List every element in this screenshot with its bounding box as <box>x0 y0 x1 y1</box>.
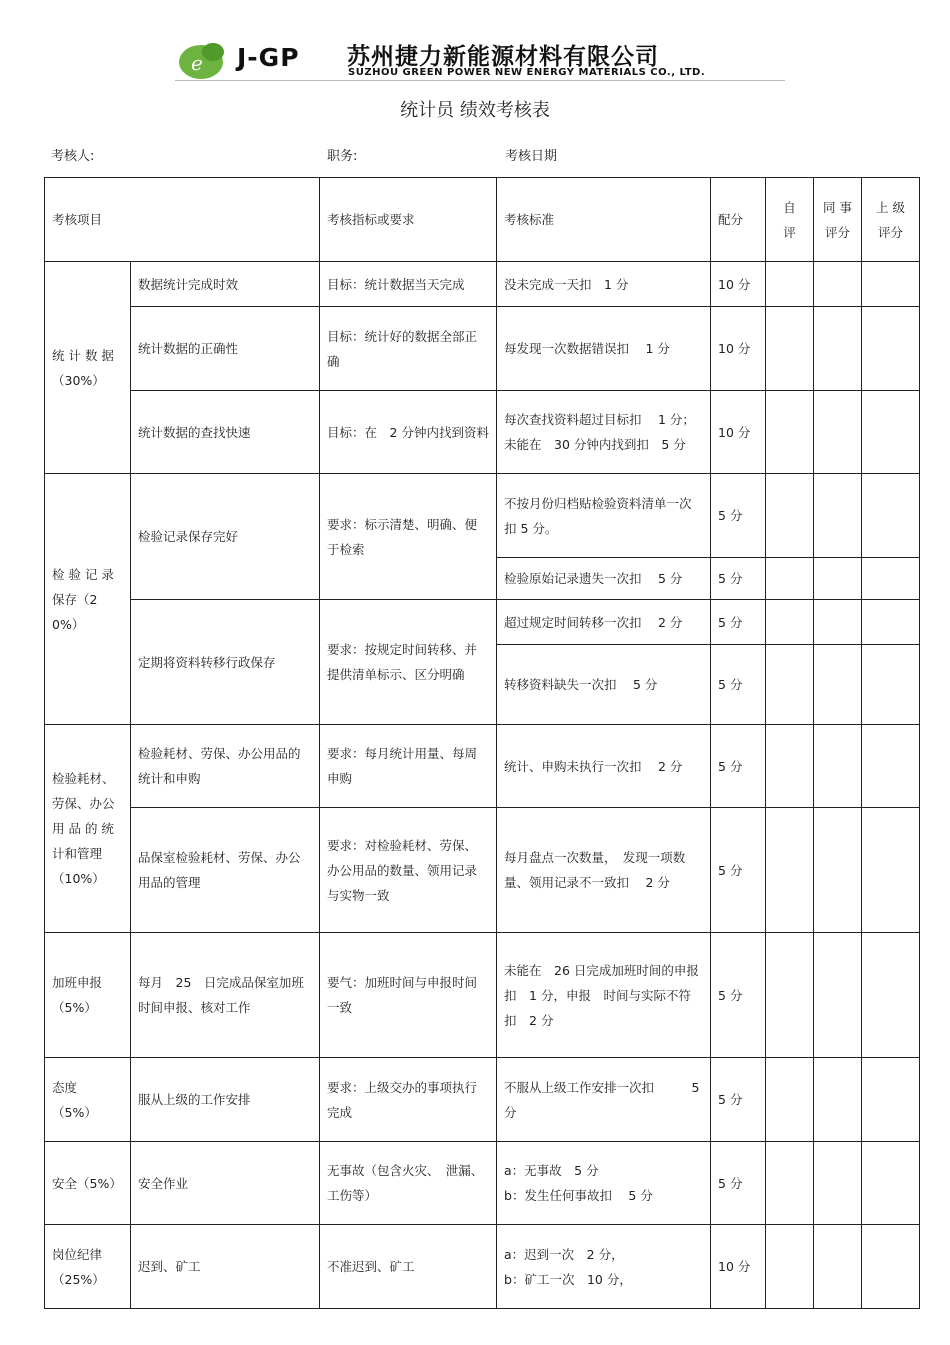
item-cell: 检验耗材、劳保、办公用品的统计和申购 <box>131 725 320 808</box>
superior-eval-cell[interactable] <box>862 262 920 307</box>
table-row <box>45 1142 920 1225</box>
table-row <box>45 262 920 307</box>
standard-cell: a：无事故 5 分 b：发生任何事故扣 5 分 <box>497 1142 711 1225</box>
company-header <box>175 38 785 81</box>
self-eval-cell[interactable] <box>766 307 814 391</box>
self-eval-cell[interactable] <box>766 933 814 1058</box>
peer-eval-cell[interactable] <box>814 307 862 391</box>
peer-eval-cell[interactable] <box>814 933 862 1058</box>
score-cell: 10 分 <box>711 391 766 474</box>
table-row <box>45 725 920 808</box>
header-standard: 考核标准 <box>497 178 711 262</box>
superior-eval-cell[interactable] <box>862 725 920 808</box>
score-cell: 5 分 <box>711 1058 766 1142</box>
self-eval-cell[interactable] <box>766 808 814 933</box>
superior-eval-cell[interactable] <box>862 600 920 645</box>
peer-eval-cell[interactable] <box>814 645 862 725</box>
peer-eval-cell[interactable] <box>814 474 862 558</box>
peer-eval-cell[interactable] <box>814 558 862 600</box>
category-cell: 检验耗材、劳保、办公用 品 的 统计和管理 （10%） <box>45 725 131 933</box>
standard-cell: 转移资料缺失一次扣 5 分 <box>497 645 711 725</box>
company-logo-icon <box>177 40 229 80</box>
category-cell: 检 验 记 录 保存（20%） <box>45 474 131 725</box>
indicator-cell: 不准迟到、矿工 <box>320 1225 497 1309</box>
company-name-cn: 苏州捷力新能源材料有限公司 <box>347 44 659 70</box>
self-eval-cell[interactable] <box>766 1058 814 1142</box>
assessor-label: 考核人: <box>51 149 95 164</box>
header-self: 自 评 <box>766 178 814 262</box>
standard-cell: a：迟到一次 2 分， b：矿工一次 10 分， <box>497 1225 711 1309</box>
item-cell: 统计数据的查找快速 <box>131 391 320 474</box>
self-eval-cell[interactable] <box>766 558 814 600</box>
item-cell: 数据统计完成时效 <box>131 262 320 307</box>
category-cell: 态度 （5%） <box>45 1058 131 1142</box>
superior-eval-cell[interactable] <box>862 645 920 725</box>
self-eval-cell[interactable] <box>766 645 814 725</box>
table-row <box>45 1058 920 1142</box>
peer-eval-cell[interactable] <box>814 1142 862 1225</box>
self-eval-cell[interactable] <box>766 725 814 808</box>
item-cell: 迟到、矿工 <box>131 1225 320 1309</box>
peer-eval-cell[interactable] <box>814 391 862 474</box>
score-cell: 10 分 <box>711 307 766 391</box>
table-row <box>45 391 920 474</box>
header-item: 考核项目 <box>45 178 320 262</box>
peer-eval-cell[interactable] <box>814 600 862 645</box>
score-cell: 5 分 <box>711 725 766 808</box>
score-cell: 5 分 <box>711 808 766 933</box>
table-row <box>45 1225 920 1309</box>
standard-cell: 每次查找资料超过目标扣 1 分； 未能在 30 分钟内找到扣 5 分 <box>497 391 711 474</box>
indicator-cell: 目标：统计数据当天完成 <box>320 262 497 307</box>
category-cell: 加班申报 （5%） <box>45 933 131 1058</box>
indicator-cell: 目标：在 2 分钟内找到资料 <box>320 391 497 474</box>
standard-cell: 每月盘点一次数量， 发现一项数量、领用记录不一致扣 2 分 <box>497 808 711 933</box>
peer-eval-cell[interactable] <box>814 725 862 808</box>
table-row <box>45 600 920 645</box>
category-cell: 安全（5%） <box>45 1142 131 1225</box>
superior-eval-cell[interactable] <box>862 474 920 558</box>
superior-eval-cell[interactable] <box>862 391 920 474</box>
table-row <box>45 307 920 391</box>
item-cell: 每月 25 日完成品保室加班时间申报、核对工作 <box>131 933 320 1058</box>
indicator-cell: 目标：统计好的数据全部正确 <box>320 307 497 391</box>
standard-cell: 每发现一次数据错误扣 1 分 <box>497 307 711 391</box>
standard-cell: 超过规定时间转移一次扣 2 分 <box>497 600 711 645</box>
header-indicator: 考核指标或要求 <box>320 178 497 262</box>
item-cell: 品保室检验耗材、劳保、办公用品的管理 <box>131 808 320 933</box>
header-peer: 同 事 评分 <box>814 178 862 262</box>
peer-eval-cell[interactable] <box>814 1058 862 1142</box>
item-cell: 统计数据的正确性 <box>131 307 320 391</box>
self-eval-cell[interactable] <box>766 391 814 474</box>
position-label: 职务: <box>327 149 358 164</box>
score-cell: 10 分 <box>711 1225 766 1309</box>
indicator-cell: 要气：加班时间与申报时间一致 <box>320 933 497 1058</box>
indicator-cell: 无事故（包含火灾、 泄漏、工伤等） <box>320 1142 497 1225</box>
score-cell: 5 分 <box>711 600 766 645</box>
peer-eval-cell[interactable] <box>814 808 862 933</box>
score-cell: 5 分 <box>711 645 766 725</box>
item-cell: 安全作业 <box>131 1142 320 1225</box>
item-cell: 服从上级的工作安排 <box>131 1058 320 1142</box>
category-cell: 统 计 数 据 （30%） <box>45 262 131 474</box>
company-name-en: SUZHOU GREEN POWER NEW ENERGY MATERIALS CO., LTD. <box>348 67 706 78</box>
superior-eval-cell[interactable] <box>862 1142 920 1225</box>
indicator-cell: 要求：按规定时间转移、并提供清单标示、区分明确 <box>320 600 497 725</box>
standard-cell: 不按月份归档贴检验资料清单一次扣 5 分。 <box>497 474 711 558</box>
date-label: 考核日期 <box>505 149 558 164</box>
indicator-cell: 要求：上级交办的事项执行完成 <box>320 1058 497 1142</box>
peer-eval-cell[interactable] <box>814 1225 862 1309</box>
self-eval-cell[interactable] <box>766 474 814 558</box>
superior-eval-cell[interactable] <box>862 1225 920 1309</box>
peer-eval-cell[interactable] <box>814 262 862 307</box>
score-cell: 5 分 <box>711 1142 766 1225</box>
header-score: 配分 <box>711 178 766 262</box>
table-row <box>45 933 920 1058</box>
indicator-cell: 要求：标示清楚、明确、便于检索 <box>320 474 497 600</box>
table-header-row <box>45 178 920 262</box>
standard-cell: 不服从上级工作安排一次扣 5 分 <box>497 1058 711 1142</box>
score-cell: 5 分 <box>711 933 766 1058</box>
svg-text:e: e <box>191 51 203 75</box>
item-cell: 定期将资料转移行政保存 <box>131 600 320 725</box>
header-superior: 上 级 评分 <box>862 178 920 262</box>
category-cell: 岗位纪律 （25%） <box>45 1225 131 1309</box>
score-cell: 5 分 <box>711 474 766 558</box>
standard-cell: 未能在 26 日完成加班时间的申报扣 1 分，申报 时间与实际不符扣 2 分 <box>497 933 711 1058</box>
self-eval-cell[interactable] <box>766 262 814 307</box>
indicator-cell: 要求：每月统计用量、每周申购 <box>320 725 497 808</box>
standard-cell: 没未完成一天扣 1 分 <box>497 262 711 307</box>
standard-cell: 统计、申购未执行一次扣 2 分 <box>497 725 711 808</box>
superior-eval-cell[interactable] <box>862 558 920 600</box>
item-cell: 检验记录保存完好 <box>131 474 320 600</box>
evaluation-table <box>44 177 920 1309</box>
page-title: 统计员 绩效考核表 <box>400 100 550 121</box>
superior-eval-cell[interactable] <box>862 808 920 933</box>
indicator-cell: 要求：对检验耗材、劳保、办公用品的数量、领用记录与实物一致 <box>320 808 497 933</box>
self-eval-cell[interactable] <box>766 600 814 645</box>
self-eval-cell[interactable] <box>766 1225 814 1309</box>
score-cell: 5 分 <box>711 558 766 600</box>
self-eval-cell[interactable] <box>766 1142 814 1225</box>
score-cell: 10 分 <box>711 262 766 307</box>
superior-eval-cell[interactable] <box>862 933 920 1058</box>
table-row <box>45 808 920 933</box>
superior-eval-cell[interactable] <box>862 1058 920 1142</box>
logo-text: J-GP <box>237 43 300 72</box>
standard-cell: 检验原始记录遗失一次扣 5 分 <box>497 558 711 600</box>
superior-eval-cell[interactable] <box>862 307 920 391</box>
table-row <box>45 474 920 558</box>
